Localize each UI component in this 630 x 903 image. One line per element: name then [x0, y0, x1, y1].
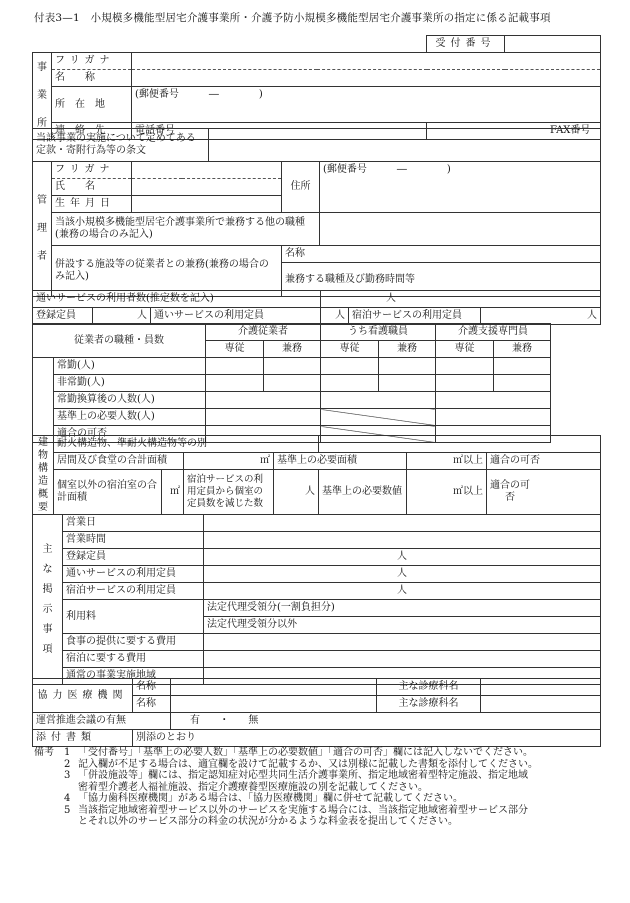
meeting-no[interactable]: 無	[248, 715, 259, 726]
staff-cell[interactable]	[264, 375, 321, 392]
staff-group-care: 介護従業者	[206, 324, 321, 341]
stay-cost-label: 宿泊に要する費用	[63, 651, 204, 668]
required-area-field[interactable]: ㎡以上	[407, 453, 487, 470]
staff-group-manager: 介護支援専門員	[436, 324, 551, 341]
overnight-capacity-label: 宿泊サービスの利用定員	[349, 308, 481, 325]
coop-dept-field-1[interactable]	[481, 679, 601, 696]
facility-name-field[interactable]	[282, 246, 601, 263]
form-title: 付表3—1 小規模多機能型居宅介護事業所・介護予防小規模多機能型居宅介護事業所の指定に係る記載事項	[34, 12, 551, 24]
manager-residence-field[interactable]	[320, 162, 601, 213]
required-value-field[interactable]: ㎡以上	[407, 470, 487, 515]
main-overnight-field[interactable]: 人	[204, 583, 601, 600]
staff-cell[interactable]	[321, 375, 379, 392]
conformity-label: 適合の可否	[490, 455, 540, 467]
notes-label: 備考	[34, 747, 54, 758]
living-area-field[interactable]: ㎡	[184, 453, 274, 470]
users-estimate-label: 通いサービスの利用者数(推定数を記入)	[33, 291, 321, 308]
staff-cell-diagonal	[321, 409, 436, 426]
office-name-label: 名 称	[52, 70, 132, 87]
conformity2-cell[interactable]	[487, 470, 601, 515]
fee-label: 利用料	[63, 600, 204, 634]
building-side-label: 建 物 構 造 概 要	[33, 436, 54, 515]
staff-cell[interactable]	[436, 409, 551, 426]
note-num: 1	[64, 747, 71, 758]
business-hours-field[interactable]	[204, 532, 601, 549]
attachment-label: 添付書類	[33, 730, 133, 747]
note-text: とそれ以外のサービス部分の料金の状況が分かるような料金表を提出してください。	[78, 816, 458, 827]
manager-residence-label: 住所	[282, 162, 320, 213]
staff-cell[interactable]	[436, 392, 551, 409]
staff-cell[interactable]	[321, 358, 379, 375]
staff-full-label: 専従	[206, 341, 264, 358]
office-table	[32, 35, 601, 140]
staff-cell[interactable]	[379, 358, 436, 375]
office-address-label: 所 在 地	[52, 87, 132, 123]
conformity-field[interactable]	[487, 453, 601, 470]
facility-name-label: 名称	[285, 248, 305, 259]
staff-full-label: 専従	[436, 341, 494, 358]
business-hours-label: 営業時間	[63, 532, 204, 549]
staff-row-required: 基準上の必要人数(人)	[54, 409, 206, 426]
note-num: 5	[64, 804, 71, 816]
notes	[34, 747, 600, 828]
regulation-field[interactable]	[209, 129, 601, 162]
manager-furigana-label: フリガナ	[52, 162, 132, 179]
attachment-value: 別添のとおり	[133, 730, 601, 747]
office-furigana-label: フリガナ	[52, 53, 132, 70]
staff-header: 従業者の職種・員数	[33, 324, 206, 358]
coop-dept-label: 主な診療科名	[377, 696, 481, 713]
note-num: 4	[64, 793, 71, 804]
staff-table	[32, 323, 601, 443]
registered-capacity-field[interactable]: 人	[93, 308, 151, 325]
conformity2-label: 適合の可否	[490, 480, 530, 504]
day-capacity-label: 通いサービスの利用定員	[151, 308, 321, 325]
cooperation-label: 協力医療機関	[33, 679, 133, 713]
manager-side-label: 管 理 者	[33, 162, 52, 297]
office-furigana-field[interactable]	[132, 53, 601, 70]
fee-other-field[interactable]	[204, 617, 601, 634]
note-text: 密着型介護老人福祉施設、指定介護療養型医療施設の別を記載してください。	[78, 781, 428, 793]
building-table	[32, 435, 601, 515]
regulation-label: 当該事業の実施について定めてある定款・寄附行為等の条文	[33, 129, 209, 162]
manager-furigana-field[interactable]	[132, 162, 282, 179]
private-area-label: 個室以外の宿泊室の合計面積	[54, 470, 162, 515]
day-capacity-field[interactable]: 人	[321, 308, 349, 325]
staff-concurrent-label: 兼務	[264, 341, 321, 358]
manager-concurrent-duty-label: 当該小規模多機能型居宅介護事業所で兼務する他の職種(兼務の場合のみ記入)	[52, 213, 320, 246]
meeting-label: 運営推進会議の有無	[33, 713, 171, 730]
receipt-no-field[interactable]	[505, 36, 601, 53]
manager-table	[32, 161, 601, 297]
facility-duty-label: 兼務する職種及び勤務時間等	[282, 263, 601, 297]
staff-concurrent-label: 兼務	[379, 341, 436, 358]
capacity-table	[32, 290, 601, 325]
capacity-minus-field[interactable]: 人	[274, 470, 319, 515]
coop-dept-field-2[interactable]	[481, 696, 601, 713]
service-area-label: 通常の事業実施地域	[63, 668, 204, 685]
staff-row-conformity: 適合の可否	[54, 426, 206, 443]
staff-cell[interactable]	[436, 358, 494, 375]
footer-table	[32, 678, 601, 747]
office-postal: (郵便番号 ― )	[135, 89, 263, 100]
manager-postal: (郵便番号 ― )	[323, 164, 451, 175]
office-address-field[interactable]	[132, 87, 601, 123]
coop-name-field-2[interactable]	[171, 696, 377, 713]
note-text: 「併設施設等」欄には、指定認知症対応型共同生活介護事業所、指定地域密着型特定施設、指定地域	[78, 770, 528, 781]
regulation-table	[32, 128, 601, 162]
staff-cell[interactable]	[264, 358, 321, 375]
meeting-yes[interactable]: 有	[190, 715, 200, 726]
staff-cell[interactable]	[379, 375, 436, 392]
meal-cost-field[interactable]	[204, 634, 601, 651]
staff-row-parttime: 非常勤(人)	[54, 375, 206, 392]
main-side-label: 主 な 掲 示 事 項	[33, 515, 63, 685]
fee-legal-label: 法定代理受領分(一割負担分)	[207, 602, 335, 613]
receipt-no-label: 受付番号	[427, 36, 505, 53]
users-estimate-field[interactable]	[321, 291, 601, 308]
staff-concurrent-label: 兼務	[494, 341, 551, 358]
main-day-label: 通いサービスの利用定員	[63, 566, 204, 583]
office-contact-label: 連 絡 先	[52, 123, 132, 140]
staff-row-fulltime: 常勤(人)	[54, 358, 206, 375]
staff-cell[interactable]	[206, 358, 264, 375]
registered-capacity-label: 登録定員	[33, 308, 93, 325]
note-text: 「受付番号」「基準上の必要人数」「基準上の必要数値」「適合の可否」欄には記入しないでください。	[78, 747, 533, 758]
stay-cost-field[interactable]	[204, 651, 601, 668]
office-side-label: 事 業 所	[33, 53, 52, 140]
capacity-minus-label: 宿泊サービスの利用定員から個室の定員数を減じた数	[184, 470, 274, 515]
staff-group-nurse: うち看護職員	[321, 324, 436, 341]
note-text: 記入欄が不足する場合は、適宜欄を設けて記載するか、又は別様に記載した書類を添付してください。	[78, 758, 538, 770]
manager-birthdate-label: 生年月日	[52, 196, 132, 213]
coop-name-label: 名称	[133, 679, 171, 696]
staff-row-converted: 常勤換算後の人数(人)	[54, 392, 206, 409]
business-days-field[interactable]	[204, 515, 601, 532]
business-days-label: 営業日	[63, 515, 204, 532]
main-overnight-label: 宿泊サービスの利用定員	[63, 583, 204, 600]
manager-birthdate-field[interactable]	[132, 196, 282, 213]
coop-dept-label: 主な診療科名	[377, 679, 481, 696]
living-area-label: 居間及び食堂の合計面積	[54, 453, 184, 470]
staff-cell[interactable]	[321, 392, 436, 409]
coop-name-field-1[interactable]	[171, 679, 377, 696]
manager-concurrent-duty-field[interactable]	[320, 213, 601, 246]
main-items-table	[32, 514, 601, 685]
staff-cell[interactable]	[206, 375, 264, 392]
fireproof-field[interactable]	[319, 436, 601, 453]
office-tel-label: 電話番号	[135, 125, 175, 136]
overnight-capacity-field[interactable]: 人	[481, 308, 601, 325]
users-estimate-unit: 人	[386, 293, 397, 304]
staff-cell[interactable]	[206, 409, 321, 426]
staff-full-label: 専従	[321, 341, 379, 358]
staff-cell[interactable]	[494, 375, 551, 392]
meeting-field[interactable]	[171, 713, 601, 730]
required-value-label: 基準上の必要数値	[319, 470, 407, 515]
office-fax-label: FAX番号	[550, 125, 591, 136]
meeting-dot: ・	[219, 715, 230, 726]
fee-legal-field[interactable]	[204, 600, 601, 617]
staff-cell[interactable]	[206, 392, 321, 409]
coop-name-label: 名称	[133, 696, 171, 713]
private-area-field[interactable]: ㎡	[162, 470, 184, 515]
note-text: 当該指定地域密着型サービス以外のサービスを実施する場合には、当該指定地域密着型サービス部分	[78, 804, 528, 816]
main-registered-field[interactable]: 人	[204, 549, 601, 566]
office-name-field[interactable]	[132, 70, 601, 87]
note-num: 2	[64, 758, 71, 770]
main-registered-label: 登録定員	[63, 549, 204, 566]
manager-name-label: 氏 名	[52, 179, 132, 196]
main-day-field[interactable]: 人	[204, 566, 601, 583]
fireproof-label: 耐火構造物、準耐火構造物等の別	[54, 436, 319, 453]
manager-concurrent-facility-label: 併設する施設等の従業者との兼務(兼務の場合のみ記入)	[52, 246, 282, 297]
note-text: 「協力歯科医療機関」がある場合は、「協力医療機関」欄に併せて記載してください。	[78, 793, 463, 804]
meal-cost-label: 食事の提供に要する費用	[63, 634, 204, 651]
staff-cell[interactable]	[436, 375, 494, 392]
note-num: 3	[64, 770, 71, 781]
manager-name-field[interactable]	[132, 179, 282, 196]
required-area-label: 基準上の必要面積	[274, 453, 407, 470]
fee-other-label: 法定代理受領分以外	[207, 619, 297, 630]
staff-cell[interactable]	[494, 358, 551, 375]
